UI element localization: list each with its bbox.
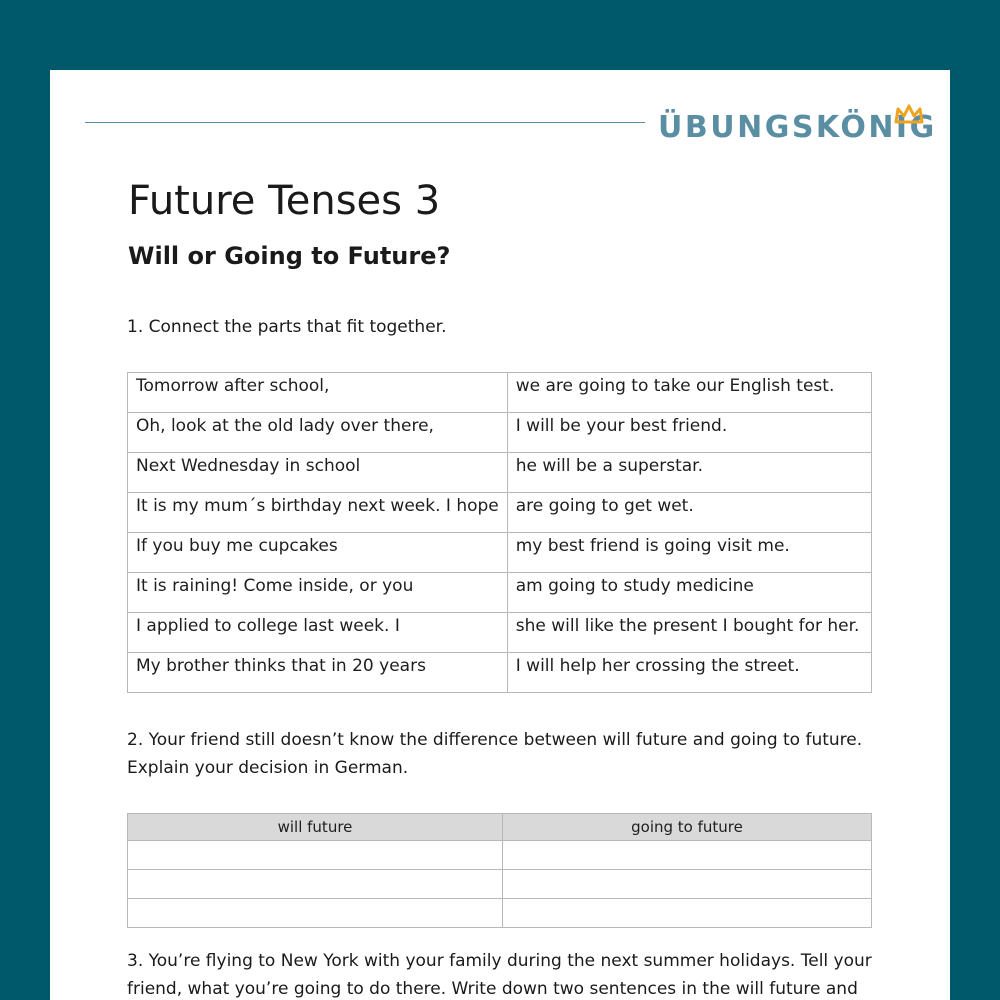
header-divider	[85, 122, 645, 123]
sentence-start: Oh, look at the old lady over there,	[128, 413, 508, 453]
sentence-end: she will like the present I bought for her.	[507, 613, 871, 653]
table-row	[128, 533, 872, 573]
table-row	[128, 870, 872, 899]
sentence-start: Tomorrow after school,	[128, 373, 508, 413]
answer-cell[interactable]	[128, 899, 503, 928]
table-row	[128, 373, 872, 413]
answer-cell[interactable]	[128, 841, 503, 870]
answer-cell[interactable]	[128, 870, 503, 899]
task2-instruction	[127, 726, 887, 782]
sentence-start: Next Wednesday in school	[128, 453, 508, 493]
explanation-table	[127, 813, 872, 928]
answer-cell[interactable]	[503, 841, 872, 870]
matching-table	[127, 372, 872, 693]
table-row	[128, 413, 872, 453]
sentence-start: If you buy me cupcakes	[128, 533, 508, 573]
task3-instruction-line1: 3. You’re flying to New York with your family during the next summer holidays. Tell your	[127, 951, 872, 971]
task2-instruction-line2: Explain your decision in German.	[127, 758, 409, 778]
table-row	[128, 453, 872, 493]
worksheet-page	[50, 70, 950, 1000]
table-row	[128, 653, 872, 693]
page-subtitle: Will or Going to Future?	[128, 242, 451, 270]
answer-cell[interactable]	[503, 870, 872, 899]
sentence-start: I applied to college last week. I	[128, 613, 508, 653]
task3-instruction	[127, 947, 887, 1000]
answer-cell[interactable]	[503, 899, 872, 928]
column-header-will-future: will future	[128, 814, 503, 841]
table-row	[128, 613, 872, 653]
task2-instruction-line1: 2. Your friend still doesn’t know the difference between will future and going to future.	[127, 730, 863, 750]
brand-logo-text: ÜBUNGSKÖNIG	[658, 110, 937, 145]
crown-icon	[894, 104, 924, 124]
page-title: Future Tenses 3	[128, 178, 441, 224]
table-row	[128, 573, 872, 613]
sentence-end: he will be a superstar.	[507, 453, 871, 493]
table-row	[128, 493, 872, 533]
sentence-end: my best friend is going visit me.	[507, 533, 871, 573]
task1-instruction: 1. Connect the parts that fit together.	[127, 317, 447, 337]
sentence-start: My brother thinks that in 20 years	[128, 653, 508, 693]
column-header-going-to-future: going to future	[503, 814, 872, 841]
table-row	[128, 899, 872, 928]
sentence-end: I will be your best friend.	[507, 413, 871, 453]
sentence-end: am going to study medicine	[507, 573, 871, 613]
table-row	[128, 841, 872, 870]
sentence-start: It is raining! Come inside, or you	[128, 573, 508, 613]
sentence-end: are going to get wet.	[507, 493, 871, 533]
sentence-start: It is my mum´s birthday next week. I hope	[128, 493, 508, 533]
task3-instruction-line2: friend, what you’re going to do there. Write down two sentences in the will future and	[127, 979, 858, 999]
table-header-row	[128, 814, 872, 841]
sentence-end: we are going to take our English test.	[507, 373, 871, 413]
sentence-end: I will help her crossing the street.	[507, 653, 871, 693]
